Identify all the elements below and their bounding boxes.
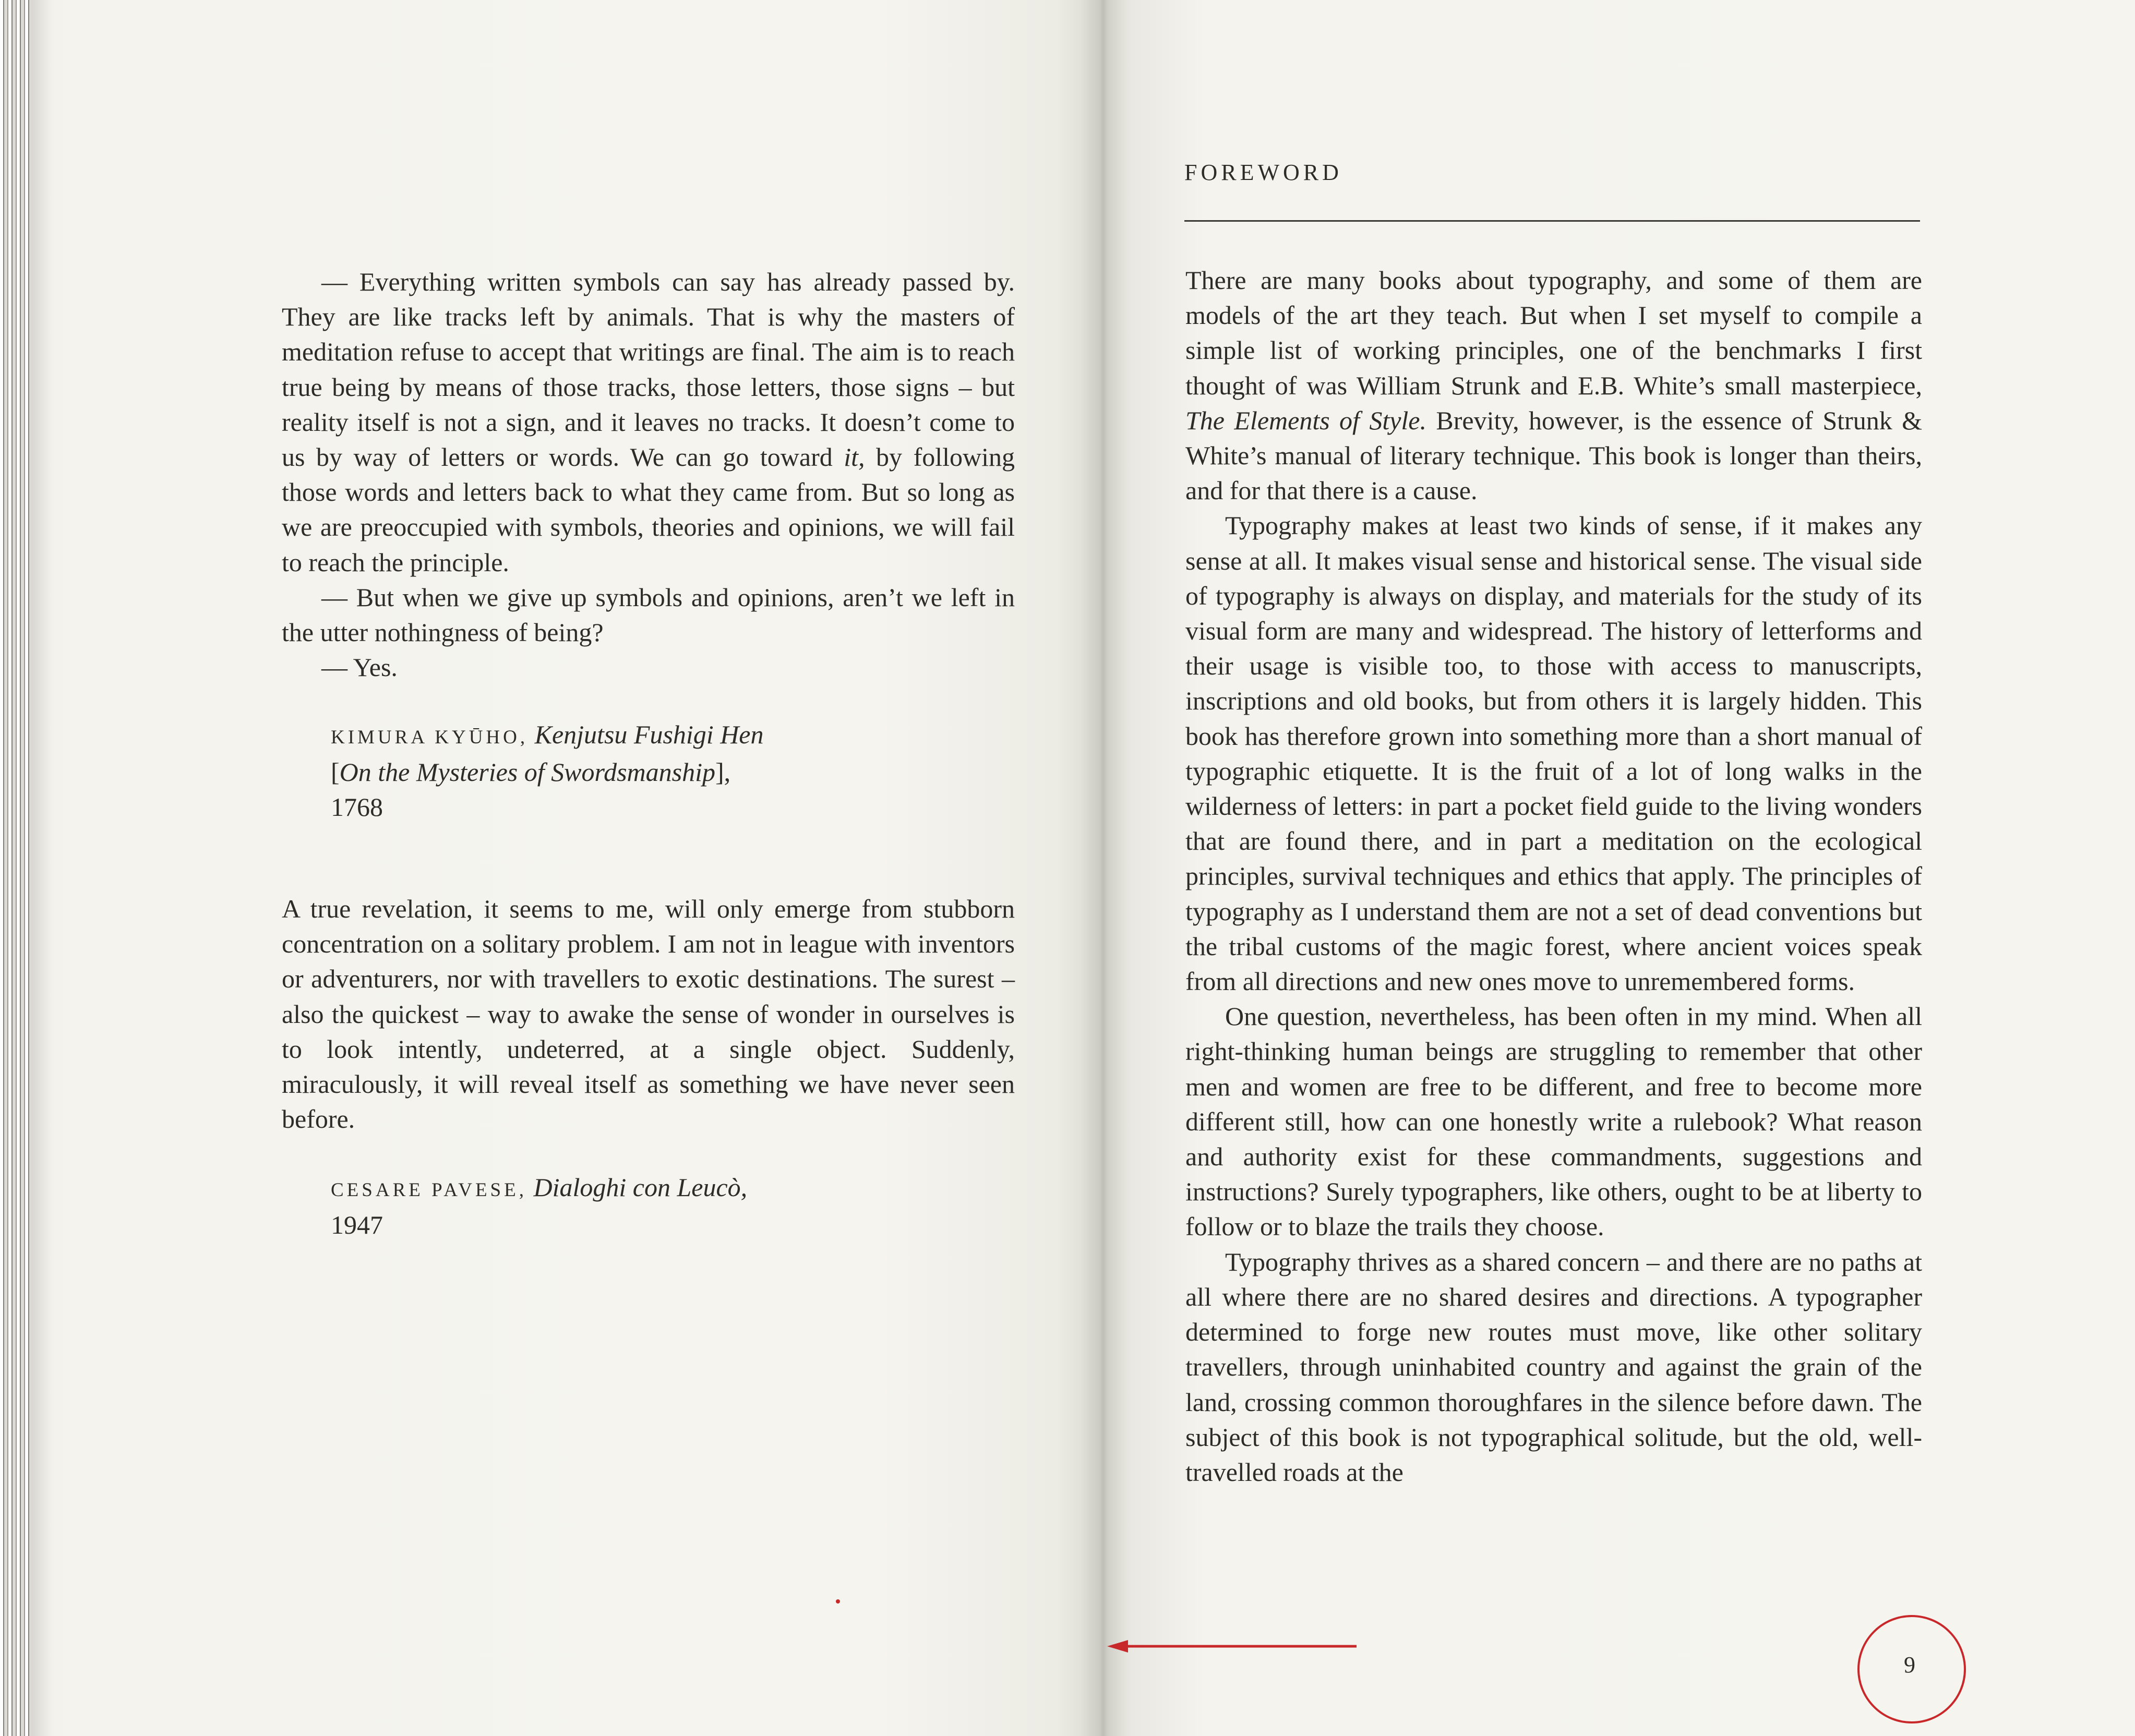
source-author: KIMURA KYŪHO, (331, 727, 529, 748)
header-rule (1184, 220, 1920, 222)
dialogue-line-3: — Yes. (321, 653, 398, 682)
paragraph-2: Typography makes at least two kinds of sense, if it makes any sense at all. It makes visual sense and historical sense. The visual side of typography is always on display, and materials for the study of its visual form are many and widespread. The history of letterforms and their usage is visible too, to those with access to manuscripts, inscriptions and old books, but from others it is largely hidden. This book has therefore grown into something more than a short manual of typographic etiquette. It is the fruit of a lot of long walks in the wilderness of letters: in part a pocket field guide to the living wonders that are found there, and in part a meditation on the ecological principles, survival techniques and ethics that apply. The principles of typography as I understand them are not a set of dead conventions but the tribal customs of the magic forest, where ancient voices speak from all directions and new ones move to unremembered forms. (1185, 511, 1922, 996)
quote-2-text: A true revelation, it seems to me, will only emerge from stubborn concentration on a solitary problem. I am not in league with inventors or adventurers, nor with travellers to exotic destinations. The surest – also the quickest – way to awake the sense of wonder in ourselves is to look intently, undeterred, at a single object. Suddenly, miraculously, it will reveal itself as something we have never seen before. (282, 894, 1015, 1134)
epigraph-quote-2 (282, 891, 1015, 1137)
page-number: 9 (1904, 1652, 1915, 1678)
paragraph-4: Typography thrives as a shared concern – and there are no paths at all where there are no shared desires and directions. A typographer determined to forge new routes must move, like other solitary travellers, through uninhabited country and against the grain of the land, crossing common thoroughfares in the silence before dawn. The subject of this book is not typographical solitude, but the old, well-travelled roads at the (1185, 1247, 1922, 1487)
dialogue-line-1: — Everything written symbols can say has already passed by. They are like tracks left by animals. That is why the masters of meditation refuse to accept that writings are final. The aim is to reach true being by means of those tracks, those letters, those signs – but reality itself is not a sign, and it leaves no tracks. It doesn’t come to us by way of letters or words. We can go toward it, by following those words and letters back to what they came from. But so long as we are preoccupied with symbols, theories and opinions, we will fail to reach the principle. (282, 267, 1015, 577)
book-title-italic: The Elements of Style. (1185, 405, 1426, 435)
paragraph-1: There are many books about typography, and some of them are models of the art they teach. But when I set myself to compile a simple list of working principles, one of the benchmarks I first thought of was William Strunk and E.B. White’s small masterpiece, The Elements of Style. Brevity, however, is the essence of Strunk & White’s manual of literary technique. This book is longer than theirs, and for that there is a cause. (1185, 266, 1922, 505)
red-arrow-annotation (1101, 1636, 1362, 1657)
epigraph-source-1: KIMURA KYŪHO, Kenjutsu Fushigi Hen [On the Mysteries of Swordsmanship], 1768 (331, 717, 957, 825)
source-title: Kenjutsu Fushigi Hen (534, 720, 764, 749)
gutter-shadow (1080, 0, 1127, 1736)
epigraph-source-2 (331, 1170, 957, 1243)
italic-word: it, (844, 442, 865, 472)
page-edge-shadow (31, 0, 52, 1736)
dialogue-line-2: — But when we give up symbols and opinions, aren’t we left in the utter nothingness of being? (282, 582, 1015, 647)
source-author: CESARE PAVESE, (331, 1179, 527, 1201)
running-head: FOREWORD (1184, 160, 1342, 185)
red-speck (836, 1599, 840, 1604)
paragraph-3: One question, nevertheless, has been often in my mind. When all right-thinking human beings are struggling to remember that other men and women are free to be different, and free to become more different still, how can one honestly write a rulebook? What reason and authority exist for these commandments, suggestions and instructions? Surely typographers, like others, ought to be at liberty to follow or to blaze the trails they choose. (1185, 1002, 1922, 1241)
page-edges (0, 0, 31, 1736)
source-translation: On the Mysteries of Swordsmanship (339, 757, 715, 787)
source-year: 1947 (331, 1210, 383, 1240)
foreword-text (1185, 263, 1922, 1490)
source-year: 1768 (331, 792, 383, 822)
source-title: Dialoghi con Leucò, (533, 1173, 748, 1202)
epigraph-dialogue (282, 264, 1015, 685)
